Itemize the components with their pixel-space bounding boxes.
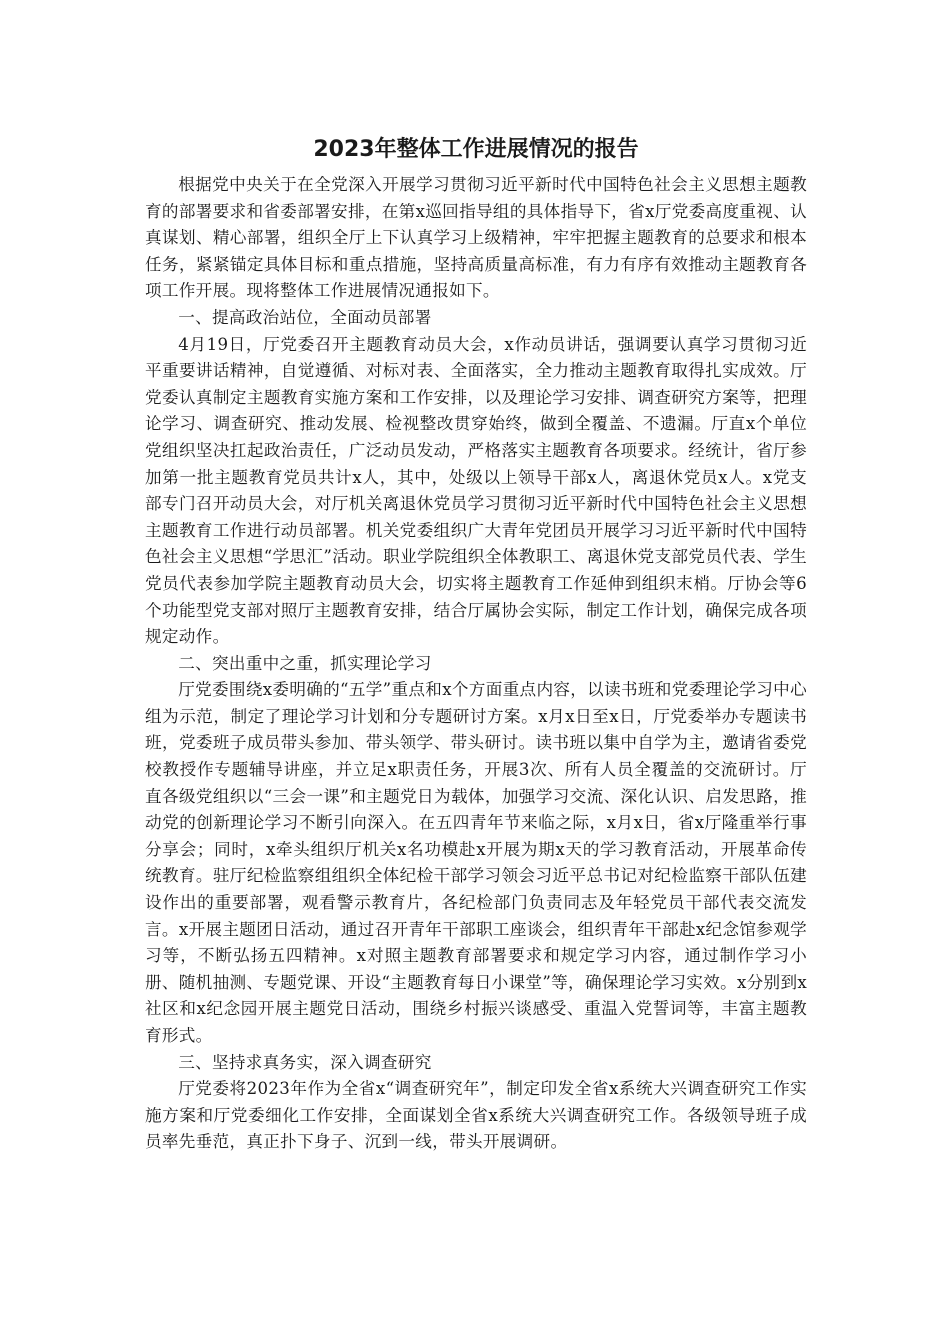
section-2-body: 厅党委围绕x委明确的“五学”重点和x个方面重点内容，以读书班和党委理论学习中心组为示范，制定了理论学习计划和分专题研讨方案。x月x日至x日，厅党委举办专题读书班，党委班子成员带头参加、带头领学、带头研讨。读书班以集中自学为主，邀请省委党校教授作专题辅导讲座，并立足x职责任务，开展3次、所有人员全覆盖的交流研讨。厅直各级党组织以“三会一课”和主题党日为载体，加强学习交流、深化认识、启发思路，推动党的创新理论学习不断引向深入。在五四青年节来临之际，x月x日，省x厅隆重举行事分享会；同时，x牵头组织厅机关x名功模赴x开展为期x天的学习教育活动，开展革命传统教育。驻厅纪检监察组组织全体纪检干部学习领会习近平总书记对纪检监察干部队伍建设作出的重要部署，观看警示教育片，各纪检部门负责同志及年轻党员干部代表交流发言。x开展主题团日活动，通过召开青年干部职工座谈会，组织青年干部赴x纪念馆参观学习等，不断弘扬五四精神。x对照主题教育部署要求和规定学习内容，通过制作学习小册、随机抽测、专题党课、开设“主题教育每日小课堂”等，确保理论学习实效。x分别到x社区和x纪念园开展主题党日活动，围绕乡村振兴谈感受、重温入党誓词等，丰富主题教育形式。 [145,680,807,1045]
section-3-heading: 三、坚持求真务实，深入调查研究 [178,1052,432,1072]
intro-paragraph: 根据党中央关于在全党深入开展学习贯彻习近平新时代中国特色社会主义思想主题教育的部署要求和省委部署安排，在第x巡回指导组的具体指导下，省x厅党委高度重视、认真谋划、精心部署，组织全厅上下认真学习上级精神，牢牢把握主题教育的总要求和根本任务，紧紧锚定具体目标和重点措施，坚持高质量高标准，有力有序有效推动主题教育各项工作开展。现将整体工作进展情况通报如下。 [145,175,807,301]
section-1-body: 4月19日，厅党委召开主题教育动员大会，x作动员讲话，强调要认真学习贯彻习近平重要讲话精神，自觉遵循、对标对表、全面落实，全力推动主题教育取得扎实成效。厅党委认真制定主题教育实施方案和工作安排，以及理论学习安排、调查研究方案等，把理论学习、调查研究、推动发展、检视整改贯穿始终，做到全覆盖、不遗漏。厅直x个单位党组织坚决扛起政治责任，广泛动员发动，严格落实主题教育各项要求。经统计，省厅参加第一批主题教育党员共计x人，其中，处级以上领导干部x人，离退休党员x人。x党支部专门召开动员大会，对厅机关离退休党员学习贯彻习近平新时代中国特色社会主义思想主题教育工作进行动员部署。机关党委组织广大青年党团员开展学习习近平新时代中国特色社会主义思想“学思汇”活动。职业学院组织全体教职工、离退休党支部党员代表、学生党员代表参加学院主题教育动员大会，切实将主题教育工作延伸到组织末梢。厅协会等6个功能型党支部对照厅主题教育安排，结合厅属协会实际，制定工作计划，确保完成各项规定动作。 [145,334,807,647]
section-2-heading: 二、突出重中之重，抓实理论学习 [178,653,432,673]
document-page [145,128,807,1156]
document-title: 2023年整体工作进展情况的报告 [313,137,639,162]
section-1-heading: 一、提高政治站位，全面动员部署 [178,307,432,327]
section-3-body: 厅党委将2023年作为全省x“调查研究年”，制定印发全省x系统大兴调查研究工作实施方案和厅党委细化工作安排，全面谋划全省x系统大兴调查研究工作。各级领导班子成员率先垂范，真正扑下身子、沉到一线，带头开展调研。 [145,1079,807,1152]
